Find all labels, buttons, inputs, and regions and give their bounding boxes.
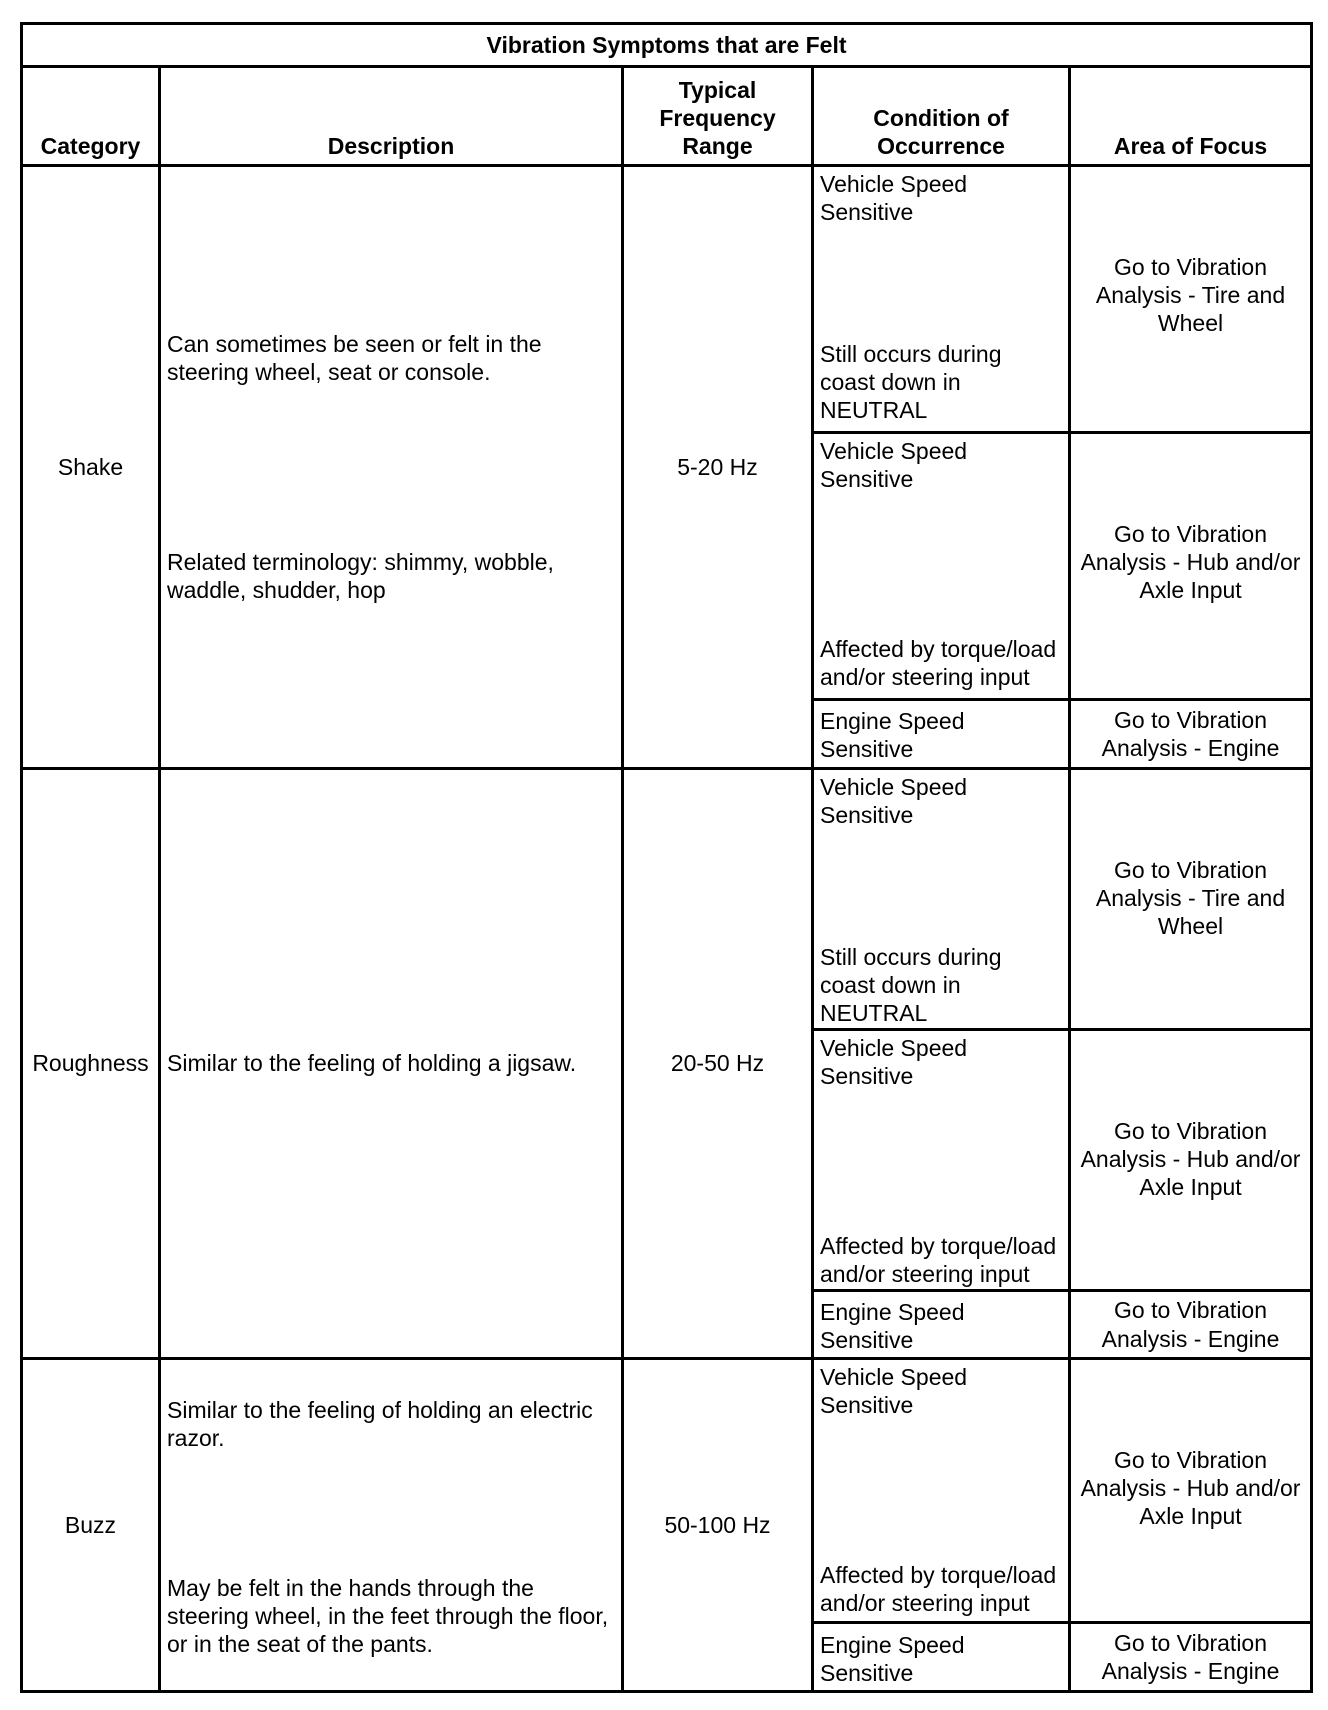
condition-primary: Vehicle Speed Sensitive xyxy=(820,1035,968,1090)
focus-cell: Go to Vibration Analysis - Hub and/or Axle Input xyxy=(1070,1030,1312,1291)
focus-cell: Go to Vibration Analysis - Hub and/or Axle Input xyxy=(1070,432,1312,699)
condition-secondary: Affected by torque/load and/or steering input xyxy=(820,1561,1057,1616)
description-text: Can sometimes be seen or felt in the steering wheel, seat or console. xyxy=(167,330,542,385)
condition-cell xyxy=(813,166,1070,433)
table-row xyxy=(22,769,1312,1030)
title-row xyxy=(22,24,1312,67)
condition-secondary: Affected by torque/load and/or steering input xyxy=(820,1232,1057,1287)
condition-cell xyxy=(813,1359,1070,1623)
focus-cell: Go to Vibration Analysis - Engine xyxy=(1070,1623,1312,1692)
frequency-cell: 20-50 Hz xyxy=(623,769,813,1359)
category-cell: Shake xyxy=(22,166,160,769)
table-title: Vibration Symptoms that are Felt xyxy=(22,24,1312,67)
header-condition: Condition of Occurrence xyxy=(813,67,1070,166)
vibration-symptoms-table xyxy=(20,22,1313,1693)
condition-secondary: Still occurs during coast down in NEUTRAL xyxy=(820,340,1002,423)
focus-cell: Go to Vibration Analysis - Engine xyxy=(1070,1291,1312,1359)
condition-cell: Engine Speed Sensitive xyxy=(813,1623,1070,1692)
focus-cell: Go to Vibration Analysis - Tire and Wheel xyxy=(1070,166,1312,433)
condition-cell xyxy=(813,769,1070,1030)
frequency-cell: 5-20 Hz xyxy=(623,166,813,769)
header-frequency: Typical Frequency Range xyxy=(623,67,813,166)
description-cell xyxy=(160,769,623,1359)
header-category: Category xyxy=(22,67,160,166)
description-text: Similar to the feeling of holding a jigsaw. xyxy=(167,1050,577,1077)
header-focus: Area of Focus xyxy=(1070,67,1312,166)
description-cell xyxy=(160,166,623,769)
focus-cell: Go to Vibration Analysis - Engine xyxy=(1070,699,1312,769)
condition-cell: Engine Speed Sensitive xyxy=(813,699,1070,769)
condition-secondary: Affected by torque/load and/or steering input xyxy=(820,635,1057,690)
header-row xyxy=(22,67,1312,166)
table-row xyxy=(22,1359,1312,1623)
condition-cell: Engine Speed Sensitive xyxy=(813,1291,1070,1359)
description-text: Similar to the feeling of holding an electric razor. xyxy=(167,1397,593,1452)
description-text: May be felt in the hands through the steering wheel, in the feet through the floor, or in the seat of the pants. xyxy=(167,1574,609,1657)
table-row xyxy=(22,166,1312,433)
focus-cell: Go to Vibration Analysis - Hub and/or Axle Input xyxy=(1070,1359,1312,1623)
category-cell: Roughness xyxy=(22,769,160,1359)
condition-primary: Vehicle Speed Sensitive xyxy=(820,774,968,829)
condition-secondary: Still occurs during coast down in NEUTRAL xyxy=(820,943,1002,1026)
condition-primary: Vehicle Speed Sensitive xyxy=(820,437,968,492)
description-cell xyxy=(160,1359,623,1692)
condition-cell xyxy=(813,432,1070,699)
focus-cell: Go to Vibration Analysis - Tire and Wheel xyxy=(1070,769,1312,1030)
condition-primary: Vehicle Speed Sensitive xyxy=(820,171,968,226)
condition-cell xyxy=(813,1030,1070,1291)
description-text: Related terminology: shimmy, wobble, waddle, shudder, hop xyxy=(167,549,554,604)
frequency-cell: 50-100 Hz xyxy=(623,1359,813,1692)
condition-primary: Vehicle Speed Sensitive xyxy=(820,1364,968,1419)
category-cell: Buzz xyxy=(22,1359,160,1692)
header-description: Description xyxy=(160,67,623,166)
